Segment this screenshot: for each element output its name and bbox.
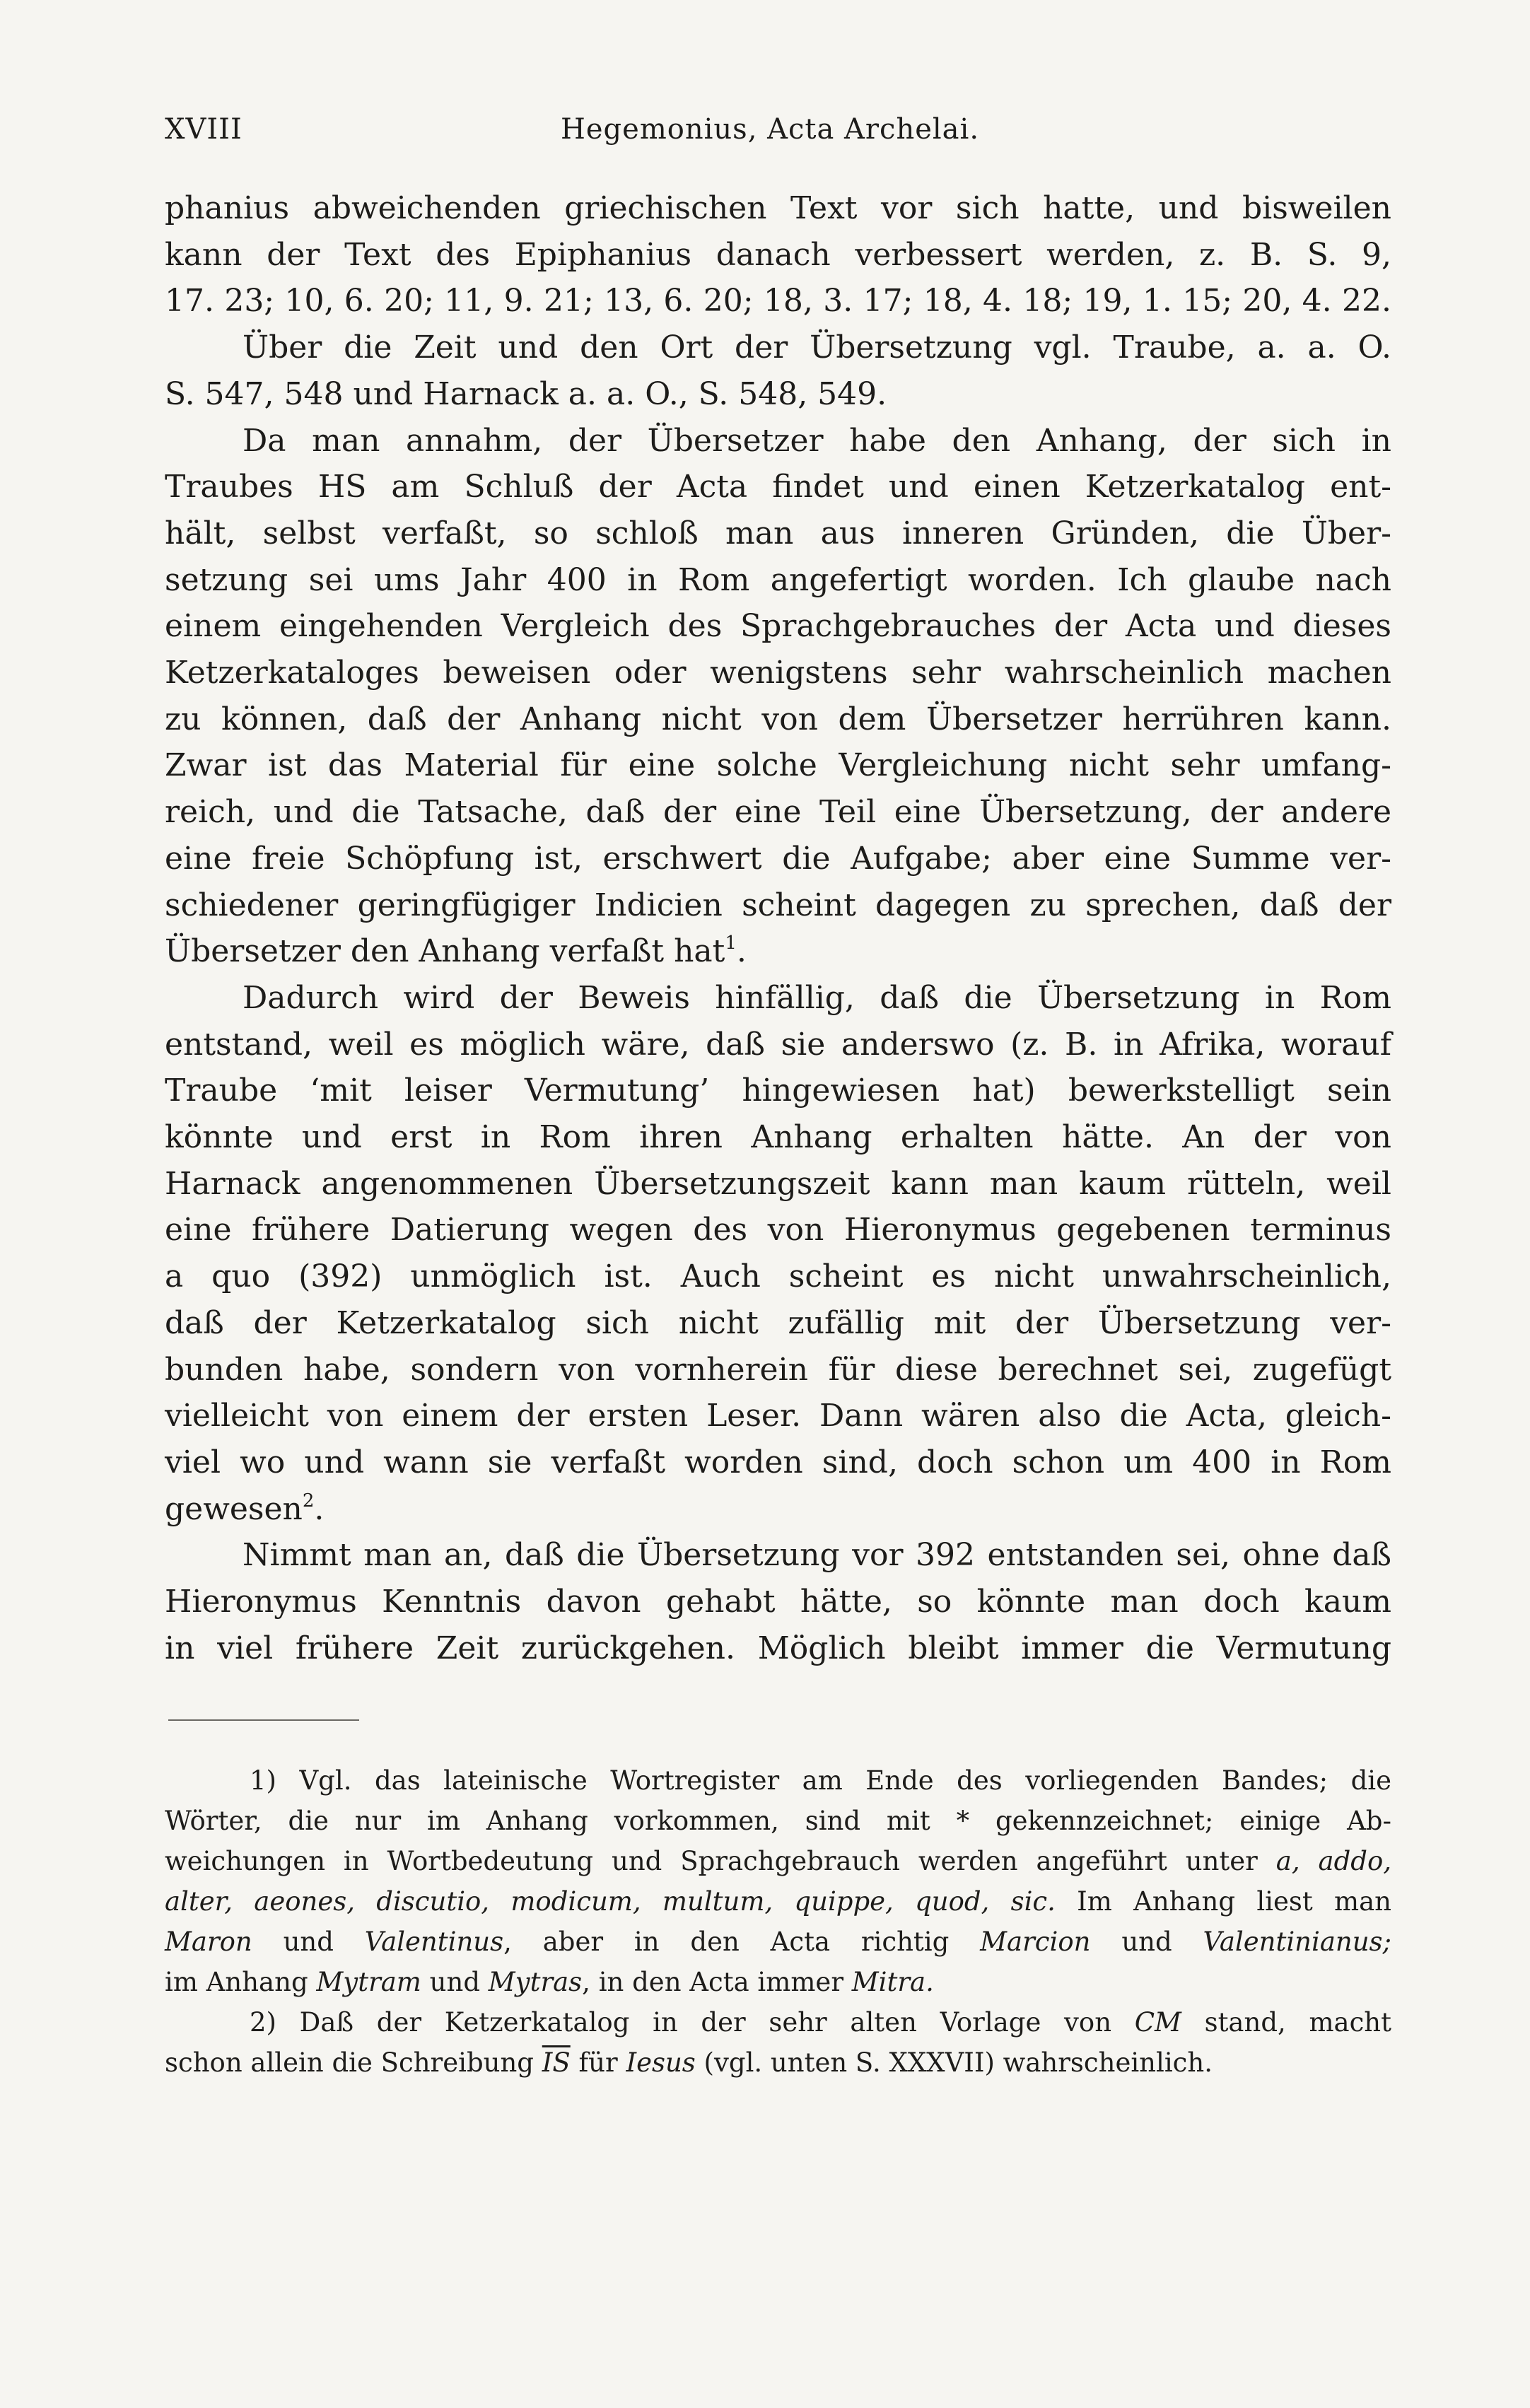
footnote-text: , in den Acta immer <box>582 1967 852 1997</box>
paragraph <box>165 975 1391 1532</box>
footnote-line <box>165 1922 1391 1962</box>
page-header <box>165 103 1391 160</box>
footnote-text: und <box>252 1927 365 1957</box>
footnote-italic: Valentinus <box>364 1927 504 1957</box>
footnote-line <box>165 1841 1391 1881</box>
footnote-line <box>165 2042 1391 2083</box>
paragraph <box>165 418 1391 975</box>
footnote-1 <box>165 1760 1391 2002</box>
footnote-italic: a, addo, <box>1275 1846 1391 1876</box>
text-line: Dadurch wird der Beweis hinfällig, daß die Übersetzung in Rom <box>243 979 1391 1016</box>
footnote-text: im Anhang <box>165 1967 317 1997</box>
footnote-text: , aber in den Acta richtig <box>503 1927 981 1957</box>
paragraph <box>165 325 1391 417</box>
footnote-text: stand, macht <box>1181 2007 1392 2038</box>
footnote-italic: CM <box>1134 2007 1181 2038</box>
text-line: daß der Ketzerkatalog sich nicht zufällig mit der Übersetzung ver- <box>165 1304 1391 1341</box>
text-line-content: gewesen <box>165 1490 303 1527</box>
text-line: Da man annahm, der Übersetzer habe den Anhang, der sich in <box>243 422 1391 459</box>
footnote-italic: Maron <box>165 1927 252 1957</box>
text-line: kann der Text des Epiphanius danach verbessert werden, z. B. S. 9, <box>165 236 1391 273</box>
footnote-italic: Mytras <box>488 1967 583 1997</box>
footnote-text: (vgl. unten S. XXXVII) wahrscheinlich. <box>695 2047 1213 2078</box>
main-text <box>165 185 1391 1672</box>
footnote-2 <box>165 2002 1391 2083</box>
footnote-text: und <box>421 1967 489 1997</box>
footnote-text: und <box>1090 1927 1203 1957</box>
text-line: S. 547, 548 und Harnack a. a. O., S. 548, 549. <box>165 375 887 412</box>
text-line: setzung sei ums Jahr 400 in Rom angefertigt worden. Ich glaube nach <box>165 561 1391 598</box>
text-line-content: Übersetzer den Anhang verfaßt hat <box>165 933 725 970</box>
text-line: gewesen$^2$. <box>165 1490 325 1527</box>
footnote-text: schon allein die Schreibung <box>165 2047 542 2078</box>
footnote-italic: Marcion <box>980 1927 1091 1957</box>
text-line: Übersetzer den Anhang verfaßt hat$^1$. <box>165 933 747 970</box>
footnote-italic: Mitra. <box>851 1967 934 1997</box>
text-line: Traube ‘mit leiser Vermutung’ hingewiesen hat) bewerkstelligt sein <box>165 1073 1391 1109</box>
footnote-text: 2) Daß der Ketzerkatalog in der sehr alten Vorlage von <box>250 2007 1135 2038</box>
footnote-italic: Mytram <box>316 1967 421 1997</box>
text-line: phanius abweichenden griechischen Text vor sich hatte, und bisweilen <box>165 190 1391 226</box>
text-line: könnte und erst in Rom ihren Anhang erhalten hätte. An der von <box>165 1119 1391 1156</box>
footnote-line: 1) Vgl. das lateinische Wortregister am Ende des vorliegenden Bandes; die <box>250 1765 1391 1796</box>
text-line: viel wo und wann sie verfaßt worden sind, doch schon um 400 in Rom <box>165 1444 1391 1480</box>
footnote-text: Im Anhang liest man <box>1055 1886 1391 1917</box>
text-line: Harnack angenommenen Übersetzungszeit kann man kaum rütteln, weil <box>165 1165 1391 1202</box>
text-line: Nimmt man an, daß die Übersetzung vor 392 entstanden sei, ohne daß <box>243 1537 1391 1574</box>
paragraph <box>165 1532 1391 1671</box>
footnote-line <box>165 2002 1391 2042</box>
footnotes <box>165 1760 1391 2083</box>
text-line: vielleicht von einem der ersten Leser. Dann wären also die Acta, gleich- <box>165 1398 1391 1434</box>
footnote-italic: alter, aeones, discutio, modicum, multum, quippe, quod, sic. <box>165 1886 1056 1917</box>
text-line: bunden habe, sondern von vornherein für diese berechnet sei, zugefügt <box>165 1351 1391 1388</box>
paragraph <box>165 185 1391 325</box>
footnote-divider <box>168 1719 359 1721</box>
footnote-line: Wörter, die nur im Anhang vorkommen, sind mit * gekennzeichnet; einige Ab- <box>165 1806 1391 1836</box>
footnote-italic: Valentinianus; <box>1203 1927 1391 1957</box>
text-line: schiedener geringfügiger Indicien scheint dagegen zu sprechen, daß der <box>165 887 1391 923</box>
text-line: in viel frühere Zeit zurückgehen. Möglich bleibt immer die Vermutung <box>165 1630 1391 1666</box>
footnote-italic: Iesus <box>626 2047 696 2078</box>
text-line: reich, und die Tatsache, daß der eine Teil eine Übersetzung, der andere <box>165 794 1391 831</box>
text-line: a quo (392) unmöglich ist. Auch scheint es nicht unwahrscheinlich, <box>165 1258 1391 1295</box>
text-line: eine freie Schöpfung ist, erschwert die Aufgabe; aber eine Summe ver- <box>165 840 1391 877</box>
footnote-line <box>165 1881 1391 1922</box>
text-line: Zwar ist das Material für eine solche Vergleichung nicht sehr umfang- <box>165 747 1391 784</box>
footnote-ref-2: 2 <box>302 1490 315 1512</box>
text-line: Über die Zeit und den Ort der Übersetzung vgl. Traube, a. a. O. <box>243 329 1391 366</box>
text-line: Hieronymus Kenntnis davon gehabt hätte, so könnte man doch kaum <box>165 1584 1391 1620</box>
footnote-line <box>165 1962 1391 2002</box>
footnote-text: weichungen in Wortbedeutung und Sprachgebrauch werden angeführt unter <box>165 1846 1276 1876</box>
text-line: einem eingehenden Vergleich des Sprachgebrauches der Acta und dieses <box>165 608 1391 645</box>
footnote-text: für <box>570 2047 626 2078</box>
text-line: zu können, daß der Anhang nicht von dem Übersetzer herrühren kann. <box>165 701 1391 737</box>
text-line: entstand, weil es möglich wäre, daß sie anderswo (z. B. in Afrika, worauf <box>165 1026 1391 1063</box>
text-line: eine frühere Datierung wegen des von Hieronymus gegebenen terminus <box>165 1212 1391 1249</box>
text-line: Traubes HS am Schluß der Acta findet und einen Ketzerkatalog ent- <box>165 469 1391 505</box>
running-title: Hegemonius, Acta Archelai. <box>561 113 980 146</box>
page-number: XVIII <box>165 113 243 146</box>
footnote-italic: $\overline{IS}$ <box>542 2047 571 2078</box>
footnote-ref-1: 1 <box>725 933 737 954</box>
text-line: Ketzerkataloges beweisen oder wenigstens sehr wahrscheinlich machen <box>165 655 1391 691</box>
text-line: 17. 23; 10, 6. 20; 11, 9. 21; 13, 6. 20; 18, 3. 17; 18, 4. 18; 19, 1. 15; 20, 4. 22. <box>165 283 1391 320</box>
text-line: hält, selbst verfaßt, so schloß man aus inneren Gründen, die Über- <box>165 515 1391 551</box>
